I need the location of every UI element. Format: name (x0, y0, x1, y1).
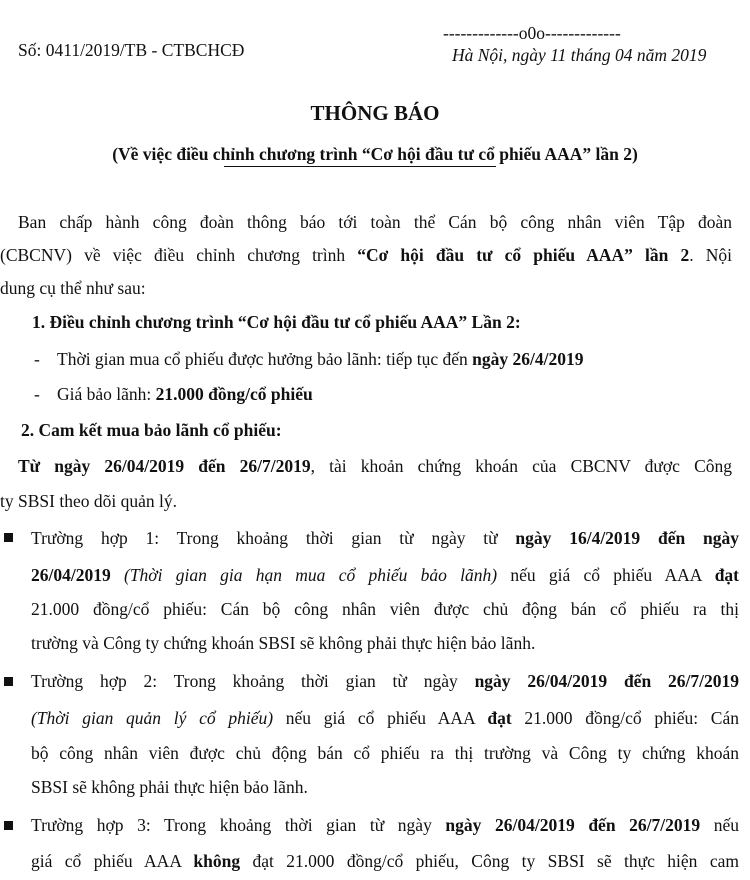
bullet-icon (4, 533, 13, 542)
section-1-heading: 1. Điều chỉnh chương trình “Cơ hội đầu tư cổ phiếu AAA” Lần 2: (32, 312, 521, 332)
section-2-line-1 (18, 456, 732, 477)
case-1-line-3: 21.000 đồng/cổ phiếu: Cán bộ công nhân viên được chủ động bán cổ phiếu ra thị (31, 599, 739, 619)
place-date: Hà Nội, ngày 11 tháng 04 năm 2019 (452, 45, 707, 65)
section-2-period: Từ ngày 26/04/2019 đến 26/7/2019 (18, 456, 311, 476)
case-2-line-1 (31, 671, 739, 692)
intro-line-2a: (CBCNV) về việc điều chỉnh chương trình (0, 245, 358, 265)
case-3-text: Trường hợp 3: Trong khoảng thời gian từ ngày (31, 815, 446, 835)
case-3-if: nếu (700, 815, 739, 835)
program-name: “Cơ hội đầu tư cổ phiếu AAA” lần 2 (357, 245, 690, 265)
case-3-line-1 (31, 815, 739, 836)
case-1-line-4: trường và Công ty chứng khoán SBSI sẽ không phải thực hiện bảo lãnh. (31, 633, 536, 653)
section-1-item-2 (57, 384, 313, 405)
section-1-item-1 (57, 349, 583, 370)
motto-separator: -------------o0o------------- (443, 23, 621, 43)
section-2-heading: 2. Cam kết mua bảo lãnh cổ phiếu: (21, 420, 282, 440)
case-2-line-3: bộ công nhân viên được chủ động bán cổ phiếu ra thị trường và Công ty chứng khoán (31, 743, 739, 763)
dash-marker: - (34, 384, 40, 404)
case-1-line-2 (31, 565, 739, 586)
case-1-line-1 (31, 528, 739, 549)
case-3-text-end: đạt 21.000 đồng/cổ phiếu, Công ty SBSI sẽ thực hiện cam (240, 851, 739, 871)
case-3-not: không (193, 851, 241, 871)
case-2-period: ngày 26/04/2019 đến 26/7/2019 (474, 671, 739, 691)
case-3-condition: giá cổ phiếu AAA (31, 851, 194, 871)
case-3-period: ngày 26/04/2019 đến 26/7/2019 (445, 815, 701, 835)
case-2-price: 21.000 đồng/cổ phiếu: Cán (511, 708, 740, 728)
item-1-date: ngày 26/4/2019 (472, 349, 584, 369)
case-1-period: ngày 16/4/2019 đến ngày (515, 528, 739, 548)
item-2-price: 21.000 đồng/cổ phiếu (155, 384, 313, 404)
case-1-text: Trường hợp 1: Trong khoảng thời gian từ ngày từ (31, 528, 516, 548)
case-1-note: (Thời gian gia hạn mua cổ phiếu bảo lãnh) (110, 565, 498, 585)
section-2-text: , tài khoản chứng khoán của CBCNV được Công (310, 456, 732, 476)
document-subtitle: (Về việc điều chỉnh chương trình “Cơ hội đầu tư cổ phiếu AAA” lần 2) (112, 144, 638, 164)
case-3-line-2 (31, 851, 739, 872)
item-2-text: Giá bảo lãnh: (57, 384, 156, 404)
subtitle-underline (224, 166, 496, 167)
case-1-end-date: 26/04/2019 (31, 565, 111, 585)
bullet-icon (4, 821, 13, 830)
case-2-line-2 (31, 708, 739, 729)
case-2-line-4: SBSI sẽ không phải thực hiện bảo lãnh. (31, 777, 308, 797)
case-2-note: (Thời gian quản lý cổ phiếu) (31, 708, 274, 728)
intro-line-3: dung cụ thể như sau: (0, 278, 146, 298)
section-2-line-2: ty SBSI theo dõi quản lý. (0, 491, 177, 511)
case-1-reach: đạt (714, 565, 739, 585)
intro-line-1: Ban chấp hành công đoàn thông báo tới toàn thể Cán bộ công nhân viên Tập đoàn (18, 212, 732, 232)
bullet-icon (4, 677, 13, 686)
intro-line-2c: . Nội (689, 245, 733, 265)
case-1-condition: nếu giá cổ phiếu AAA (497, 565, 715, 585)
case-2-reach: đạt (487, 708, 512, 728)
case-2-text: Trường hợp 2: Trong khoảng thời gian từ ngày (31, 671, 475, 691)
intro-line-2 (0, 245, 732, 266)
dash-marker: - (34, 349, 40, 369)
case-2-condition: nếu giá cổ phiếu AAA (273, 708, 488, 728)
item-1-text: Thời gian mua cổ phiếu được hưởng bảo lãnh: tiếp tục đến (57, 349, 473, 369)
document-title: THÔNG BÁO (310, 101, 440, 125)
document-number: Số: 0411/2019/TB - CTBCHCĐ (18, 40, 245, 60)
